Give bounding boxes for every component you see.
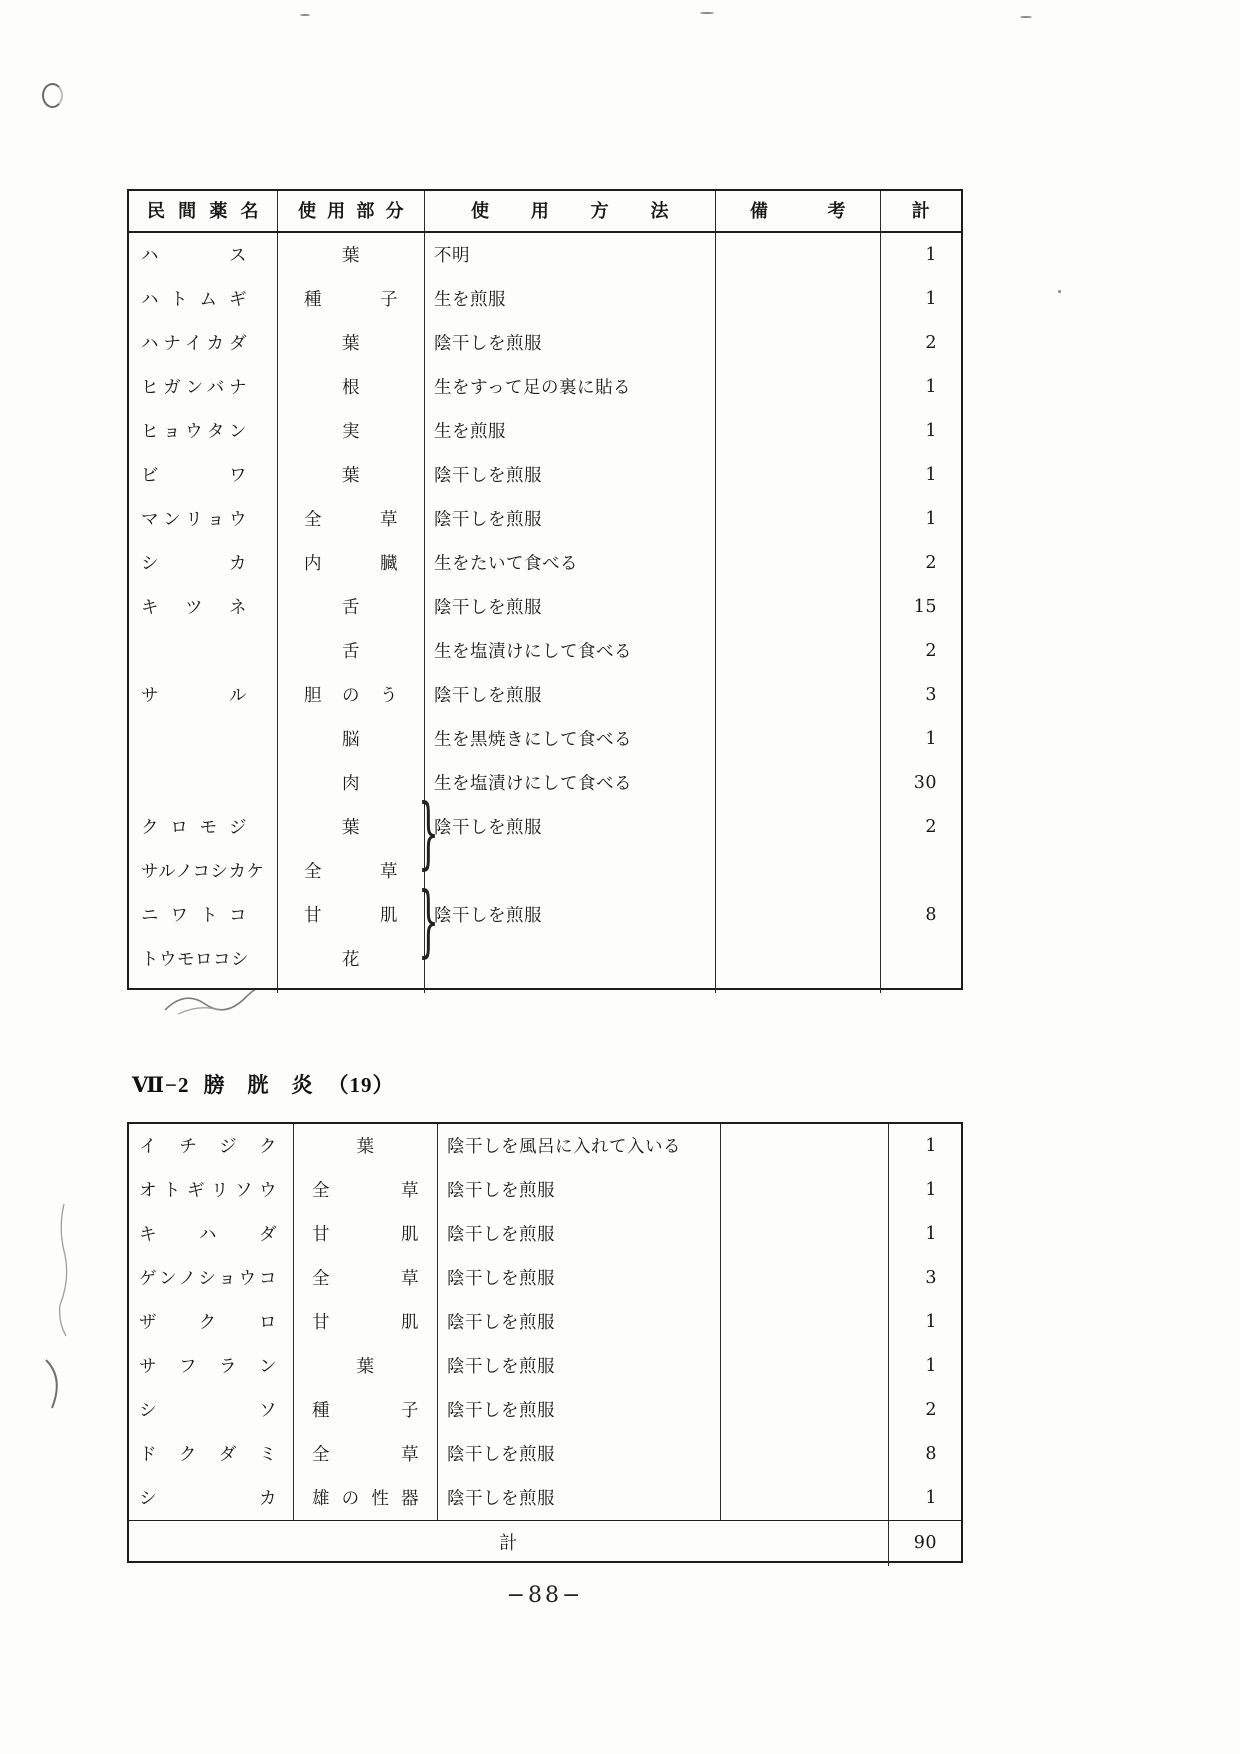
remarks-cell <box>715 453 880 497</box>
remarks-cell <box>720 1256 888 1300</box>
table-row <box>129 673 961 717</box>
usage-method-cell: 陰干しを煎服 <box>437 1300 720 1344</box>
total-cell: 30 <box>880 761 961 805</box>
total-cell: 1 <box>888 1212 961 1256</box>
usage-method-cell: 陰干しを風呂に入れて入いる <box>437 1124 720 1168</box>
total-cell: 15 <box>880 585 961 629</box>
column-header-remarks: 備考 <box>715 191 880 231</box>
usage-method-cell: 陰干しを煎服 <box>437 1476 720 1520</box>
remarks-cell <box>720 1168 888 1212</box>
column-header-used-part: 使用部分 <box>277 191 424 231</box>
medicine-name-cell: キツネ <box>141 597 247 617</box>
total-cell <box>880 937 961 981</box>
remarks-cell <box>715 629 880 673</box>
total-cell: 3 <box>880 673 961 717</box>
total-cell: 1 <box>880 365 961 409</box>
table-row <box>129 1212 961 1256</box>
used-part-cell: 全草 <box>277 497 424 541</box>
medicine-name-cell: オトギリソウ <box>139 1180 277 1200</box>
remarks-cell <box>720 1388 888 1432</box>
table-row <box>129 1124 961 1168</box>
remarks-cell <box>715 673 880 717</box>
medicine-name-cell: ヒョウタン <box>141 421 247 441</box>
medicine-name-cell: ビワ <box>141 465 247 485</box>
total-cell: 2 <box>880 541 961 585</box>
medicine-name-cell: ゲンノショウコ <box>139 1268 277 1288</box>
page-number: −88− <box>506 1583 584 1608</box>
total-cell: 2 <box>880 805 961 849</box>
usage-method-cell: 生を黒焼きにして食べる <box>424 717 715 761</box>
usage-method-cell: 陰干しを煎服 <box>437 1212 720 1256</box>
used-part-cell: 葉 <box>277 453 424 497</box>
used-part-cell: 実 <box>277 409 424 453</box>
medicine-name-cell: ドクダミ <box>139 1444 277 1464</box>
table-row <box>129 1168 961 1212</box>
medicine-name-cell: ハナイカダ <box>141 333 247 353</box>
column-header-medicine-name: 民間薬名 <box>147 201 259 221</box>
scan-speck <box>1058 290 1061 293</box>
total-cell: 1 <box>880 233 961 277</box>
usage-method-cell: 陰干しを煎服 <box>424 805 715 849</box>
table1-filler <box>129 981 961 993</box>
medicine-name-cell: イチジク <box>139 1136 277 1156</box>
usage-method-cell <box>424 849 715 893</box>
total-cell <box>880 849 961 893</box>
remarks-cell <box>715 937 880 981</box>
section-title: 膀 胱 炎 <box>203 1073 314 1098</box>
footer-grand-total: 90 <box>888 1521 961 1566</box>
margin-curve-mark <box>40 1358 66 1412</box>
medicine-name-cell: ザクロ <box>139 1312 277 1332</box>
usage-method-cell: 陰干しを煎服 <box>437 1344 720 1388</box>
medicine-name-cell: サフラン <box>139 1356 277 1376</box>
medicine-name-cell: サルノコシカケ <box>141 861 265 881</box>
table-row <box>129 1432 961 1476</box>
column-header-usage-method: 使用方法 <box>424 191 715 231</box>
remarks-cell <box>720 1432 888 1476</box>
remarks-cell <box>720 1300 888 1344</box>
medicine-name-cell: ハス <box>141 245 247 265</box>
table-row <box>129 233 961 277</box>
usage-method-cell: 陰干しを煎服 <box>437 1432 720 1476</box>
table-row <box>129 937 961 981</box>
table1-body <box>129 233 961 981</box>
table-row <box>129 1256 961 1300</box>
table-row <box>129 409 961 453</box>
usage-method-cell: 陰干しを煎服 <box>424 585 715 629</box>
total-cell: 2 <box>888 1388 961 1432</box>
used-part-cell: 甘肌 <box>293 1212 437 1256</box>
remarks-cell <box>720 1344 888 1388</box>
table-row <box>129 541 961 585</box>
usage-method-cell: 陰干しを煎服 <box>424 673 715 717</box>
medicine-name-cell: ヒガンバナ <box>141 377 247 397</box>
usage-method-cell: 陰干しを煎服 <box>437 1256 720 1300</box>
used-part-cell: 花 <box>277 937 424 981</box>
brace-mark: } <box>418 789 440 881</box>
used-part-cell: 脳 <box>277 717 424 761</box>
table-row <box>129 1344 961 1388</box>
medicine-name-cell: シカ <box>141 553 247 573</box>
usage-method-cell: 生を煎服 <box>424 409 715 453</box>
used-part-cell: 舌 <box>277 629 424 673</box>
medicine-name-cell: ハトムギ <box>141 289 247 309</box>
medicine-name-cell: サル <box>141 685 247 705</box>
table-row <box>129 277 961 321</box>
total-cell: 1 <box>880 409 961 453</box>
table2-body <box>129 1124 961 1520</box>
remarks-cell <box>715 321 880 365</box>
remarks-cell <box>715 585 880 629</box>
usage-method-cell <box>424 937 715 981</box>
remarks-cell <box>715 717 880 761</box>
scan-speck <box>1020 16 1032 18</box>
scan-hole-mark <box>42 83 63 108</box>
used-part-cell: 胆のう <box>277 673 424 717</box>
table-row <box>129 849 961 893</box>
table1-header-row <box>129 191 961 233</box>
used-part-cell: 葉 <box>293 1344 437 1388</box>
table-row <box>129 717 961 761</box>
medicine-name-cell: マンリョウ <box>141 509 247 529</box>
used-part-cell: 甘肌 <box>293 1300 437 1344</box>
total-cell: 1 <box>880 277 961 321</box>
used-part-cell: 種子 <box>277 277 424 321</box>
total-cell: 1 <box>880 497 961 541</box>
table-row <box>129 453 961 497</box>
used-part-cell: 葉 <box>293 1124 437 1168</box>
used-part-cell: 葉 <box>277 805 424 849</box>
folk-medicine-table-2 <box>127 1122 963 1563</box>
usage-method-cell: 不明 <box>424 233 715 277</box>
medicine-name-cell: ニワトコ <box>141 905 247 925</box>
used-part-cell: 全草 <box>277 849 424 893</box>
medicine-name-cell: トウモロコシ <box>141 949 249 969</box>
total-cell: 1 <box>888 1168 961 1212</box>
table-row <box>129 1300 961 1344</box>
usage-method-cell: 陰干しを煎服 <box>437 1168 720 1212</box>
medicine-name-cell: シカ <box>139 1488 277 1508</box>
used-part-cell: 内臓 <box>277 541 424 585</box>
margin-scribble <box>50 1200 78 1340</box>
remarks-cell <box>715 409 880 453</box>
section-numeral: Ⅶ−2 <box>132 1073 190 1098</box>
usage-method-cell: 生を塩漬けにして食べる <box>424 629 715 673</box>
table-row <box>129 497 961 541</box>
medicine-name-cell <box>129 629 277 673</box>
section-count: （19） <box>327 1073 395 1098</box>
total-cell: 1 <box>888 1300 961 1344</box>
scan-speck <box>700 12 714 14</box>
usage-method-cell: 陰干しを煎服 <box>424 321 715 365</box>
used-part-cell: 全草 <box>293 1256 437 1300</box>
used-part-cell: 肉 <box>277 761 424 805</box>
remarks-cell <box>720 1124 888 1168</box>
remarks-cell <box>715 233 880 277</box>
remarks-cell <box>715 805 880 849</box>
total-cell: 8 <box>888 1432 961 1476</box>
used-part-cell: 舌 <box>277 585 424 629</box>
total-cell: 2 <box>880 321 961 365</box>
medicine-name-cell <box>129 761 277 805</box>
total-cell: 1 <box>880 717 961 761</box>
usage-method-cell: 生を煎服 <box>424 277 715 321</box>
usage-method-cell: 生をたいて食べる <box>424 541 715 585</box>
footer-total-label: 計 <box>499 1533 518 1553</box>
total-cell: 8 <box>880 893 961 937</box>
folk-medicine-table-1 <box>127 189 963 990</box>
table-row <box>129 1388 961 1432</box>
usage-method-cell: 生を塩漬けにして食べる <box>424 761 715 805</box>
table-row <box>129 365 961 409</box>
usage-method-cell: 陰干しを煎服 <box>437 1388 720 1432</box>
remarks-cell <box>720 1212 888 1256</box>
medicine-name-cell: シソ <box>139 1400 277 1420</box>
remarks-cell <box>715 849 880 893</box>
table-row <box>129 893 961 937</box>
used-part-cell: 全草 <box>293 1168 437 1212</box>
usage-method-cell: 生をすって足の裏に貼る <box>424 365 715 409</box>
remarks-cell <box>720 1476 888 1520</box>
usage-method-cell: 陰干しを煎服 <box>424 453 715 497</box>
total-cell: 3 <box>888 1256 961 1300</box>
table-row <box>129 1476 961 1520</box>
medicine-name-cell: クロモジ <box>141 817 247 837</box>
used-part-cell: 雄の性器 <box>293 1476 437 1520</box>
table-row <box>129 585 961 629</box>
remarks-cell <box>715 497 880 541</box>
total-cell: 1 <box>888 1476 961 1520</box>
used-part-cell: 種子 <box>293 1388 437 1432</box>
total-cell: 1 <box>880 453 961 497</box>
remarks-cell <box>715 893 880 937</box>
remarks-cell <box>715 277 880 321</box>
brace-mark: } <box>418 877 440 969</box>
column-header-total: 計 <box>880 191 961 231</box>
table-row <box>129 629 961 673</box>
remarks-cell <box>715 541 880 585</box>
table-row <box>129 761 961 805</box>
remarks-cell <box>715 761 880 805</box>
remarks-cell <box>715 365 880 409</box>
total-cell: 1 <box>888 1344 961 1388</box>
total-cell: 1 <box>888 1124 961 1168</box>
scan-speck <box>300 14 310 16</box>
used-part-cell: 葉 <box>277 233 424 277</box>
table2-footer-row <box>129 1520 961 1566</box>
total-cell: 2 <box>880 629 961 673</box>
used-part-cell: 全草 <box>293 1432 437 1476</box>
used-part-cell: 葉 <box>277 321 424 365</box>
table-row <box>129 321 961 365</box>
used-part-cell: 根 <box>277 365 424 409</box>
usage-method-cell: 陰干しを煎服 <box>424 497 715 541</box>
usage-method-cell: 陰干しを煎服 <box>424 893 715 937</box>
medicine-name-cell: キハダ <box>139 1224 277 1244</box>
table-row <box>129 805 961 849</box>
used-part-cell: 甘肌 <box>277 893 424 937</box>
section-heading <box>132 1069 409 1099</box>
medicine-name-cell <box>129 717 277 761</box>
